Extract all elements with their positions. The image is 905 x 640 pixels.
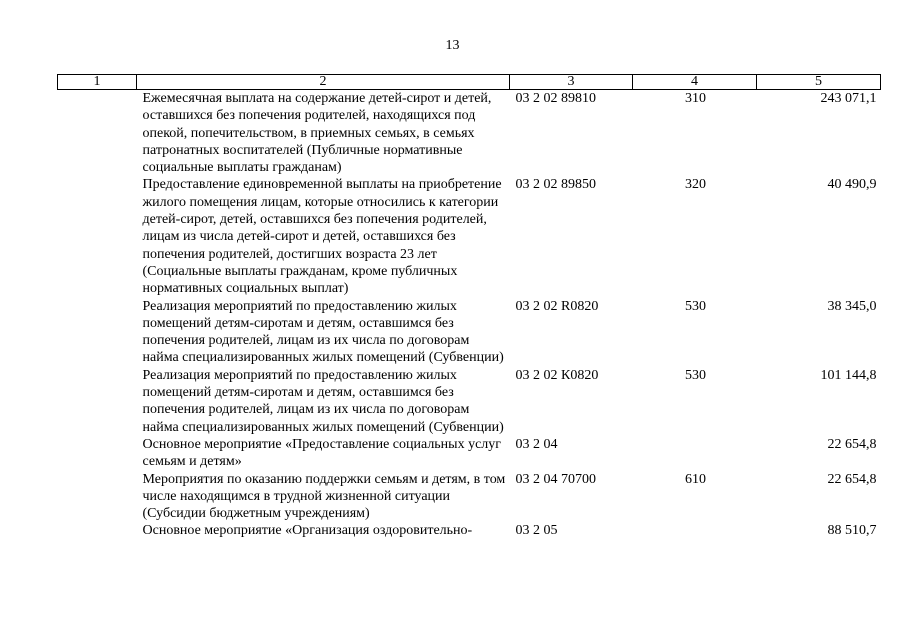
cell-sum: 101 144,8 — [820, 367, 877, 383]
cell-name: Ежемесячная выплата на содержание детей-сирот и детей, оставшихся без попечения родителей, находящихся под опекой, попечительством, в приемных семьях, в семьях патронатных воспитателей (Публичные нормативные социальные выплаты гражданам) — [142, 91, 492, 176]
cell-name: Основное мероприятие «Предоставление социальных услуг семьям и детям» — [142, 436, 502, 470]
cell-expense-type — [633, 436, 757, 471]
table-row — [58, 90, 881, 177]
cell-expense-type: 530 — [685, 298, 706, 314]
cell-code: 03 2 02 R0820 — [515, 298, 599, 314]
header-col-4: 4 — [633, 75, 757, 90]
cell-code: 03 2 02 89810 — [515, 91, 596, 106]
cell-code: 03 2 04 — [515, 436, 558, 452]
cell-sum: 38 345,0 — [827, 298, 877, 314]
cell-name: Мероприятия по оказанию поддержки семьям и детям, в том числе находящимся в трудной жизненной ситуации (Субсидии бюджетным учреждениям) — [142, 471, 506, 522]
header-row — [58, 75, 881, 90]
cell-empty — [58, 176, 137, 297]
table-row — [58, 298, 881, 367]
cell-name: Основное мероприятие «Организация оздоровительно- — [142, 523, 473, 539]
cell-empty — [58, 436, 137, 471]
header-col-3: 3 — [510, 75, 633, 90]
cell-empty — [58, 298, 137, 367]
cell-expense-type: 310 — [685, 91, 706, 106]
cell-sum: 243 071,1 — [820, 91, 877, 106]
cell-expense-type — [633, 522, 757, 539]
header-col-5: 5 — [757, 75, 881, 90]
cell-name: Реализация мероприятий по предоставлению жилых помещений детям-сиротам и детям, оставшимся без попечения родителей, лицам из их числа по договорам найма специализированных жилых помещений (Субвенции) — [142, 367, 504, 435]
cell-sum: 22 654,8 — [827, 436, 877, 452]
table-row — [58, 436, 881, 471]
table-row — [58, 176, 881, 297]
table-header — [58, 75, 881, 90]
cell-empty — [58, 90, 137, 177]
header-col-2: 2 — [137, 75, 510, 90]
cell-code: 03 2 02 89850 — [515, 177, 596, 193]
cell-sum: 22 654,8 — [827, 471, 877, 487]
cell-code: 03 2 05 — [515, 523, 558, 539]
cell-name: Реализация мероприятий по предоставлению жилых помещений детям-сиротам и детям, оставшимся без попечения родителей, лицам из их числа по договорам найма специализированных жилых помещений (Субвенции) — [142, 298, 504, 366]
cell-expense-type: 320 — [685, 177, 706, 193]
table-body — [58, 90, 881, 540]
cell-empty — [58, 367, 137, 436]
cell-empty — [58, 522, 137, 539]
header-col-1: 1 — [58, 75, 137, 90]
table-row — [58, 471, 881, 523]
cell-empty — [58, 471, 137, 523]
cell-expense-type: 530 — [685, 367, 706, 383]
cell-code: 03 2 04 70700 — [515, 471, 596, 487]
budget-table — [57, 74, 881, 540]
cell-code: 03 2 02 К0820 — [515, 367, 599, 383]
page-number: 13 — [445, 38, 460, 53]
cell-name: Предоставление единовременной выплаты на приобретение жилого помещения лицам, которые относились к категории детей-сирот, детей, оставшихся без попечения родителей, лицам из числа детей-сирот и детей, оставшихся без попечения родителей, достигших возраста 23 лет (Социальные выплаты гражданам, кроме публичных нормативных социальных выплат) — [142, 177, 502, 297]
cell-expense-type: 610 — [685, 471, 706, 487]
cell-sum: 88 510,7 — [827, 523, 877, 539]
table-row — [58, 522, 881, 539]
cell-sum: 40 490,9 — [827, 177, 877, 193]
table-row — [58, 367, 881, 436]
